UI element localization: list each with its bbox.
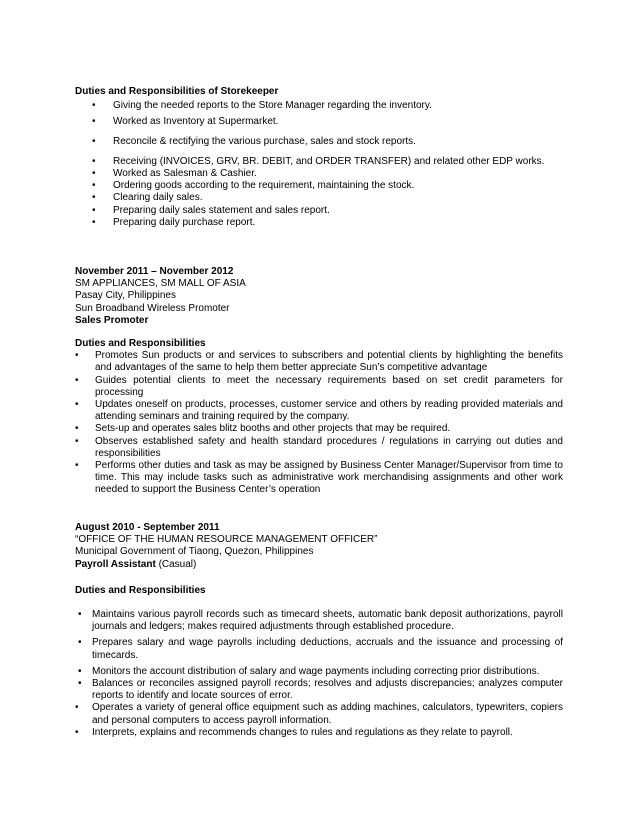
job-payroll-assistant [75, 522, 563, 739]
bullet-icon: • [92, 135, 96, 147]
bullet-icon: • [92, 168, 96, 180]
bullet-icon: • [75, 423, 79, 435]
list-item: • Operates a variety of general office equipment such as adding machines, calculators, typewriters, copiers and personal computers to access payroll information. [75, 702, 563, 726]
company-name: SM APPLIANCES, SM MALL OF ASIA [75, 278, 246, 290]
sales-promoter-duties-list [75, 350, 563, 496]
bullet-icon: • [92, 180, 96, 192]
list-item: • Observes established safety and health standard procedures / regulations in carrying out duties and responsibilities [75, 435, 563, 459]
job-dates: November 2011 – November 2012 [75, 266, 234, 277]
list-item: • Clearing daily sales. [92, 192, 203, 204]
list-item: • Receiving (INVOICES, GRV, BR. DEBIT, and ORDER TRANSFER) and related other EDP works. [92, 155, 545, 167]
bullet-icon: • [92, 100, 96, 112]
job-location: Pasay City, Philippines [75, 290, 176, 302]
list-item: • Preparing daily purchase report. [92, 216, 256, 228]
bullet-icon: • [75, 702, 79, 714]
job-dates: August 2010 - September 2011 [75, 522, 220, 533]
list-item: • Maintains various payroll records such as timecard sheets, automatic bank deposit authorizations, payroll journals and ledgers; makes required adjustments through established procedure. [78, 609, 563, 633]
list-item: • Prepares salary and wage payrolls including deductions, accruals and the issuance and processing of timecards. [78, 637, 563, 661]
bullet-icon: • [75, 374, 79, 386]
employer-name: Sun Broadband Wireless Promoter [75, 302, 230, 314]
office-name: “OFFICE OF THE HUMAN RESOURCE MANAGEMENT OFFICER” [75, 534, 378, 546]
list-item: • Promotes Sun products or and services to subscribers and potential clients by highlighting the benefits and advantages of the same to help them better appreciate Sun’s competitive advantage [75, 350, 563, 374]
list-item: • Giving the needed reports to the Store Manager regarding the inventory. [92, 100, 432, 112]
bullet-icon: • [92, 192, 96, 204]
list-item: • Monitors the account distribution of salary and wage payments including correcting prior distributions. [78, 665, 540, 677]
duties-heading: Duties and Responsibilities [75, 338, 206, 350]
job-location: Municipal Government of Tiaong, Quezon, Philippines [75, 546, 314, 558]
job-position-line [75, 559, 563, 571]
bullet-icon: • [75, 350, 79, 362]
bullet-icon: • [92, 155, 96, 167]
list-item: • Worked as Salesman & Cashier. [92, 168, 257, 180]
bullet-icon: • [78, 678, 82, 690]
payroll-duties-list [75, 609, 563, 739]
employment-status: (Casual) [158, 558, 197, 570]
bullet-icon: • [75, 435, 79, 447]
list-item: • Guides potential clients to meet the necessary requirements based on set credit parameters for processing [75, 374, 563, 398]
bullet-icon: • [75, 460, 79, 472]
bullet-icon: • [92, 204, 96, 216]
job-position: Sales Promoter [75, 314, 149, 326]
bullet-icon: • [78, 609, 82, 621]
bullet-icon: • [92, 216, 96, 228]
storekeeper-duties-list [75, 100, 563, 229]
bullet-icon: • [92, 116, 96, 128]
job-sales-promoter [75, 266, 563, 497]
list-item: • Interprets, explains and recommends changes to rules and regulations as they relate to payroll. [75, 726, 513, 738]
duties-heading: Duties and Responsibilities [75, 584, 206, 596]
list-item: • Sets-up and operates sales blitz booths and other projects that may be required. [75, 423, 451, 435]
list-item: • Performs other duties and task as may be assigned by Business Center Manager/Supervisor from time to time. This may include tasks such as administrative work merchandising assignments and other work needed to support the Business Center’s operation [75, 460, 563, 496]
storekeeper-section [75, 86, 563, 229]
list-item: • Updates oneself on products, processes, customer service and others by reading provided materials and attending seminars and training required by the company. [75, 399, 563, 423]
bullet-icon: • [75, 399, 79, 411]
bullet-icon: • [78, 637, 82, 649]
list-item: • Preparing daily sales statement and sales report. [92, 204, 330, 216]
bullet-icon: • [78, 665, 82, 677]
list-item: • Balances or reconciles assigned payroll records; resolves and adjusts discrepancies; analyzes computer reports to identify and locate sources of error. [78, 678, 563, 702]
list-item: • Ordering goods according to the requirement, maintaining the stock. [92, 180, 415, 192]
bullet-icon: • [75, 726, 79, 738]
list-item: • Reconcile & rectifying the various purchase, sales and stock reports. [92, 135, 416, 147]
list-item: • Worked as Inventory at Supermarket. [92, 116, 279, 128]
job-position: Payroll Assistant [75, 558, 156, 570]
storekeeper-heading: Duties and Responsibilities of Storekeeper [75, 86, 279, 97]
